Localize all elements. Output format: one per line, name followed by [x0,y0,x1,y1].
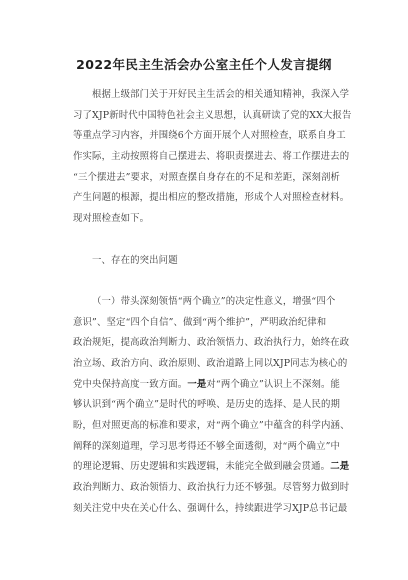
paragraph-line: “三个摆进去”要求，对照查摆自身存在的不足和差距，深刻剖析 [73,171,341,183]
paragraph-line: 现对照检查如下。 [73,213,150,225]
paragraph-line: 治立场、政治方向、政治原则、政治道路上同以XJP同志为核心的 [73,357,348,369]
paragraph-line [73,457,350,478]
paragraph-line: 盼，但对照更高的标准和要求，对“两个确立”中蕴含的科学内涵、 [73,420,350,431]
paragraph-line: 阐释的深刻道理，学习思考得还不够全面透彻，对“两个确立”中 [73,440,341,452]
paragraph-line: 习了XJP新时代中国特色社会主义思想，认真研读了党的XX大报告 [73,109,352,121]
paragraph-line: 够认识到“两个确立”是时代的呼唤、是历史的选择、是人民的期 [73,399,341,411]
paragraph-line: （一）带头深刻领悟“两个确立”的决定性意义，增强“四个 [92,295,336,307]
emphasis-marker: 二是 [330,461,350,473]
text-run: 的理论逻辑、历史逻辑和实践逻辑，未能完全做到融会贯通。 [73,461,331,473]
document-body [73,85,352,519]
emphasis-marker: 一是 [187,378,207,390]
paragraph-line: 根据上级部门关于开好民主生活会的相关通知精神，我深入学 [92,89,350,100]
paragraph-line: 等重点学习内容，并围绕6个方面开展个人对照检查，联系自身工 [73,130,346,142]
text-run: 对“两个确立”认识上不深刻。能 [206,378,341,390]
paragraph-spacer [73,230,345,251]
paragraph-line: 作实际，主动按照将自己摆进去、将职责摆进去、将工作摆进去的 [73,151,350,163]
text-run: 党中央保持高度一致方面。 [73,378,188,390]
paragraph-line [73,375,345,396]
paragraph-line: 刻关注党中央在关心什么、强调什么，持续跟进学习XJP总书记最 [73,502,348,514]
paragraph-line: 政治规矩，提高政治判断力、政治领悟力、政治执行力，始终在政 [73,337,350,349]
paragraph-spacer [73,271,345,292]
paragraph-line: 产生问题的根源，提出相应的整改措施，形成个人对照检查材料。 [73,192,350,204]
paragraph-line: 政治判断力、政治领悟力、政治执行力还不够强。尽管努力做到时 [73,482,350,494]
paragraph-line: 意识”、坚定“四个自信”、做到“两个维护”，严明政治纪律和 [73,316,327,328]
document-title: 2022年民主生活会办公室主任个人发言提纲 [76,57,332,72]
section-heading: 一、存在的突出问题 [92,254,178,266]
